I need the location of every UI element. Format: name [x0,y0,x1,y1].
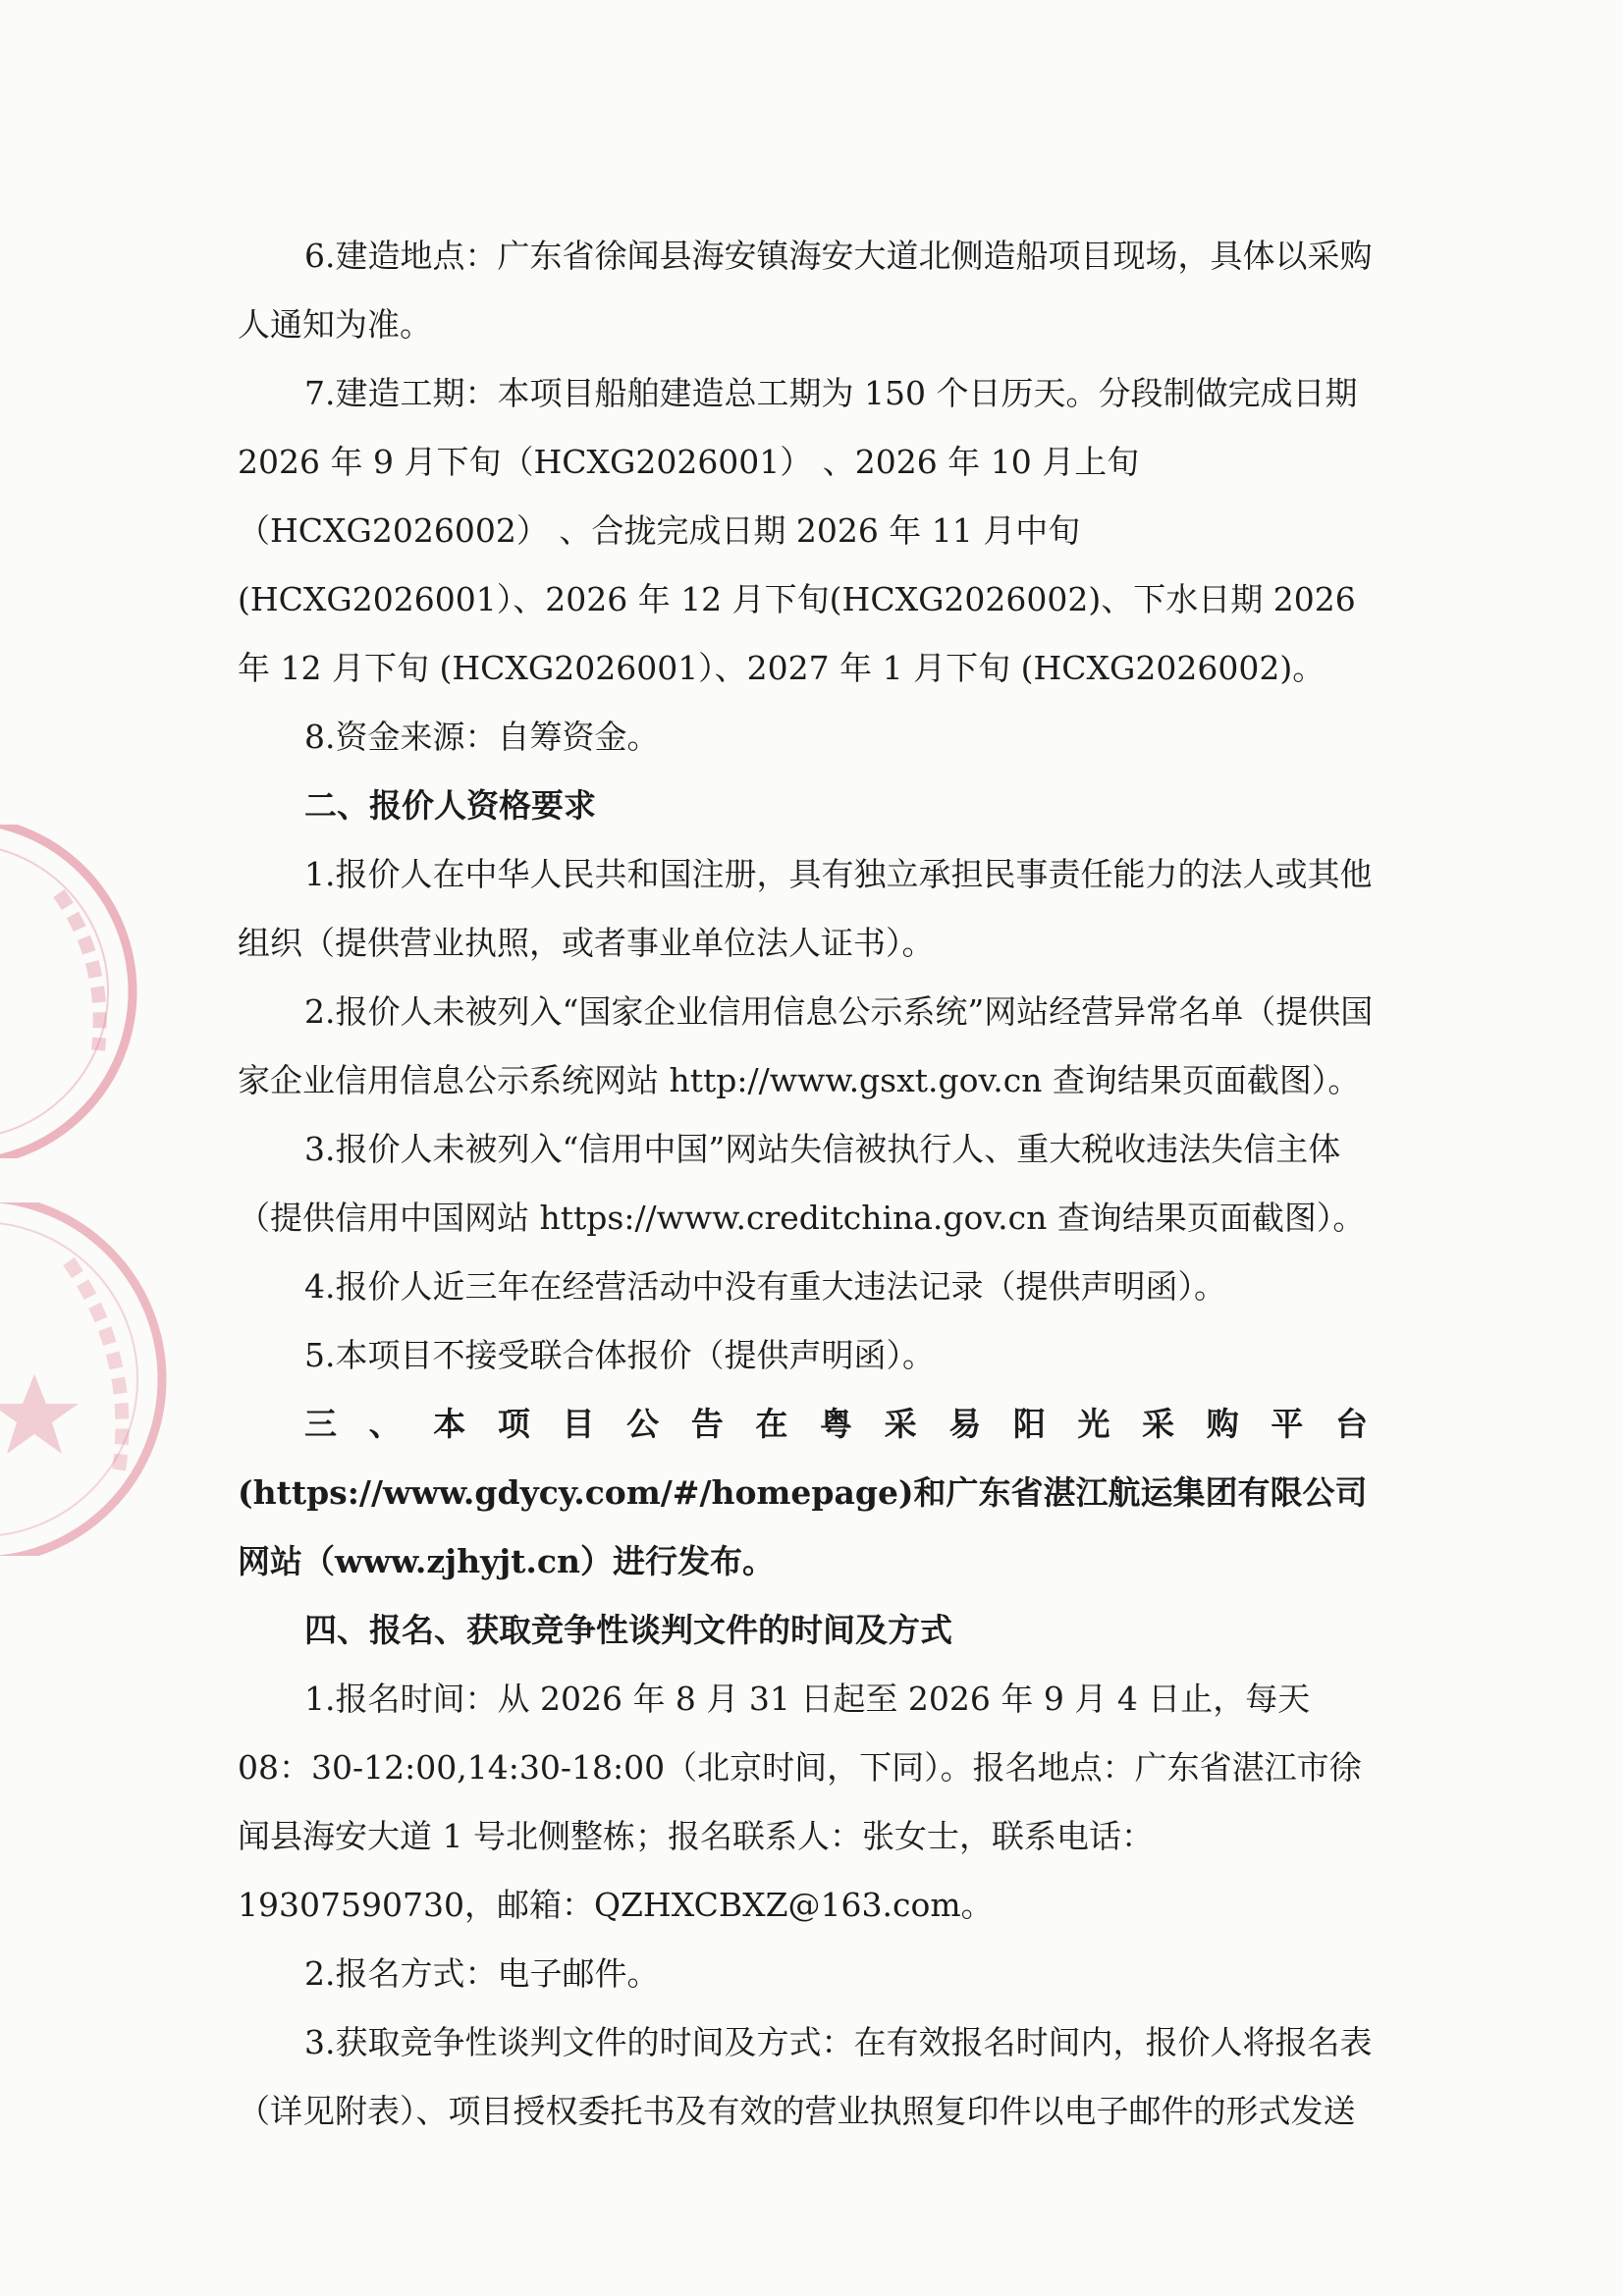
paragraph-13: 1.报名时间：从 2026 年 8 月 31 日起至 2026 年 9 月 4 日止，每天 08：30-12:00,14:30-18:00（北京时间，下同）。报名地点：广东省湛江市徐闻县海安大道 1 号北侧整栋；报名联系人：张女士，联系电话：19307590730，邮箱：QZHXCBXZ@163.com。 [238,1680,1362,1924]
red-seal-stamp-top [0,825,147,1158]
section-heading-12: 四、报名、获取竞争性谈判文件的时间及方式 [304,1611,952,1649]
section-heading-4: 二、报价人资格要求 [304,786,596,825]
paragraph-9: 5.本项目不接受联合体报价（提供声明函）。 [304,1336,935,1374]
paragraph-14: 2.报名方式：电子邮件。 [304,1954,660,1993]
document-body [238,222,1377,2146]
paragraph-2: 7.建造工期：本项目船舶建造总工期为 150 个日历天。分段制做完成日期 2026 年 9 月下旬（HCXG2026001） 、2026 年 10 月上旬（HCXG2026002） 、合拢完成日期 2026 年 11 月中旬(HCXG2026001）、2026 年 12 月下旬(HCXG2026002)、下水日期 2026 年 12 月下旬 (HCXG2026001）、2027 年 1 月下旬 (HCXG2026002)。 [238,374,1358,687]
section-heading-10: 三、本项目公告在粤采易阳光采购平台 [304,1405,1377,1443]
paragraph-8: 4.报价人近三年在经营活动中没有重大违法记录（提供声明函）。 [304,1267,1226,1306]
paragraph-1: 6.建造地点：广东省徐闻县海安镇海安大道北侧造船项目现场，具体以采购人通知为准。 [238,237,1373,344]
paragraph-3: 8.资金来源：自筹资金。 [304,718,660,756]
section-heading-11: (https://www.gdycy.com/#/homepage)和广东省湛江航运集团有限公司网站（www.zjhyjt.cn）进行发布。 [238,1473,1368,1580]
paragraph-15: 3.获取竞争性谈判文件的时间及方式：在有效报名时间内，报价人将报名表（详见附表）、项目授权委托书及有效的营业执照复印件以电子邮件的形式发送 [238,2023,1373,2130]
red-seal-stamp-bottom [0,1202,187,1556]
paragraph-7: 3.报价人未被列入“信用中国”网站失信被执行人、重大税收违法失信主体（提供信用中国网站 https://www.creditchina.gov.cn 查询结果页面截图）。 [238,1130,1366,1237]
paragraph-5: 1.报价人在中华人民共和国注册，具有独立承担民事责任能力的法人或其他组织（提供营业执照，或者事业单位法人证书）。 [238,855,1373,962]
paragraph-6: 2.报价人未被列入“国家企业信用信息公示系统”网站经营异常名单（提供国家企业信用信息公示系统网站 http://www.gsxt.gov.cn 查询结果页面截图）。 [238,992,1374,1099]
